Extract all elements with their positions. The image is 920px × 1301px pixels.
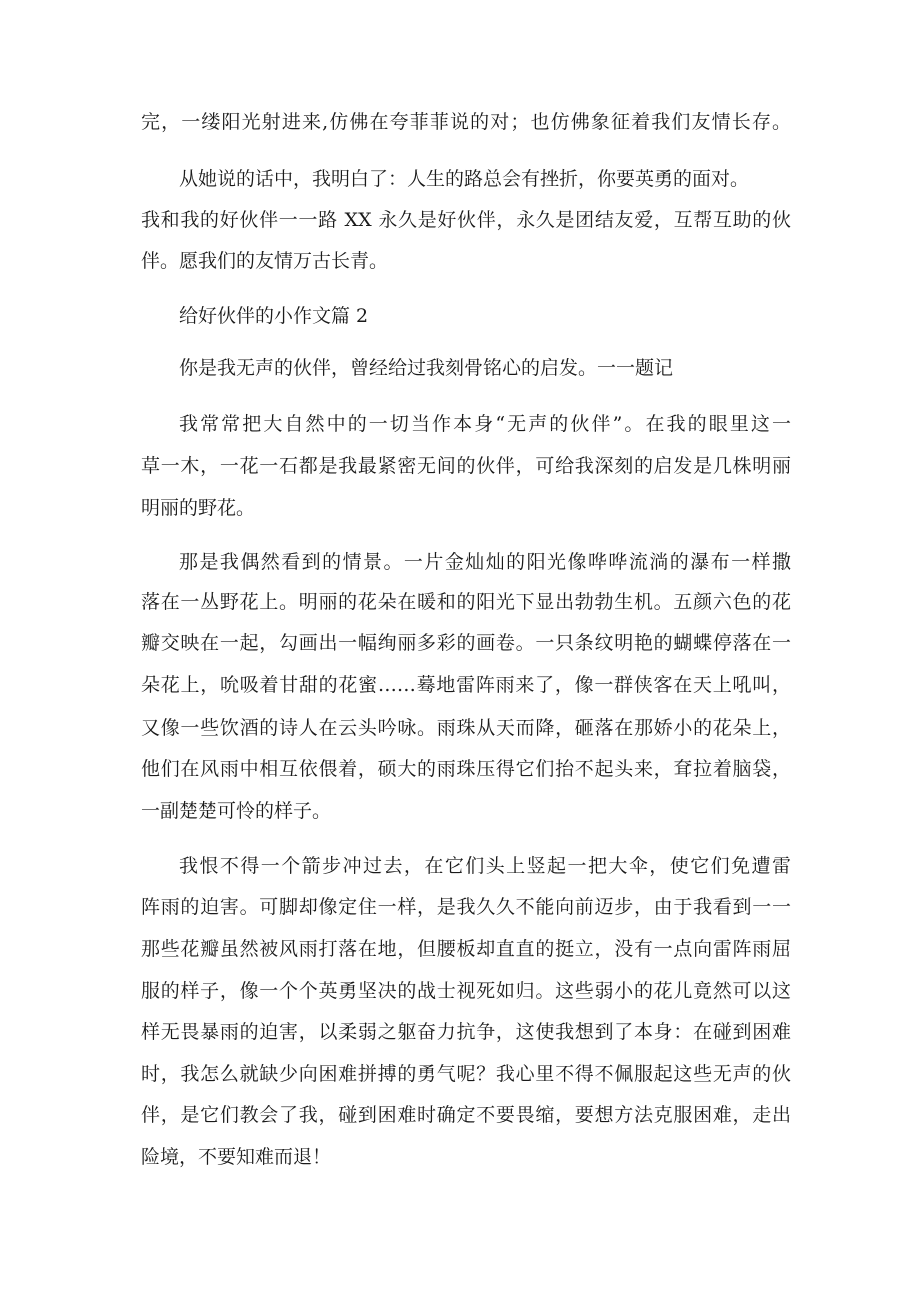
text-line: 完，一缕阳光射进来,仿佛在夸菲菲说的对；也仿佛象征着我们友情长存。 xyxy=(141,111,791,133)
text-line: 朵花上，吮吸着甘甜的花蜜……蓦地雷阵雨来了，像一群侠客在天上吼叫， xyxy=(141,674,791,696)
text-line: 我常常把大自然中的一切当作本身“无声的伙伴”。在我的眼里这一 xyxy=(179,413,791,435)
text-line: 又像一些饮酒的诗人在云头吟咏。雨珠从天而降，砸落在那娇小的花朵上， xyxy=(141,717,791,739)
text-line: 我恨不得一个箭步冲过去，在它们头上竖起一把大伞，使它们免遭雷 xyxy=(179,855,791,877)
text-line: 伴，是它们教会了我，碰到困难时确定不要畏缩，要想方法克服困难，走出 xyxy=(141,1104,791,1126)
text-line: 时，我怎么就缺少向困难拼搏的勇气呢？我心里不得不佩服起这些无声的伙 xyxy=(141,1063,791,1085)
text-line: 那是我偶然看到的情景。一片金灿灿的阳光像哗哗流淌的瀑布一样撒 xyxy=(179,551,791,573)
text-line: 我和我的好伙伴一一路 XX 永久是好伙伴，永久是团结友爱，互帮互助的伙 xyxy=(141,209,791,231)
text-line: 阵雨的迫害。可脚却像定住一样，是我久久不能向前迈步，由于我看到一一 xyxy=(141,896,791,918)
text-line: 样无畏暴雨的迫害，以柔弱之躯奋力抗争，这使我想到了本身：在碰到困难 xyxy=(141,1021,791,1043)
text-line: 险境，不要知难而退！ xyxy=(141,1146,332,1168)
text-line: 从她说的话中，我明白了：人生的路总会有挫折，你要英勇的面对。 xyxy=(179,168,750,190)
text-line: 他们在风雨中相互依偎着，硕大的雨珠压得它们抬不起头来，耷拉着脑袋， xyxy=(141,758,791,780)
text-line: 落在一丛野花上。明丽的花朵在暖和的阳光下显出勃勃生机。五颜六色的花 xyxy=(141,591,791,613)
text-line: 伴。愿我们的友情万古长青。 xyxy=(141,250,389,272)
text-line: 瓣交映在一起，勾画出一幅绚丽多彩的画卷。一只条纹明艳的蝴蝶停落在一 xyxy=(141,632,791,654)
text-line: 明丽的野花。 xyxy=(141,497,256,519)
section-heading: 给好伙伴的小作文篇 2 xyxy=(179,305,369,327)
text-line: 服的样子，像一个个英勇坚决的战士视死如归。这些弱小的花儿竟然可以这 xyxy=(141,980,791,1002)
text-line: 那些花瓣虽然被风雨打落在地，但腰板却直直的挺立，没有一点向雷阵雨屈 xyxy=(141,938,791,960)
text-line: 草一木，一花一石都是我最紧密无间的伙伴，可给我深刻的启发是几株明丽 xyxy=(141,455,791,477)
text-line: 一副楚楚可怜的样子。 xyxy=(141,800,332,822)
text-line: 你是我无声的伙伴，曾经给过我刻骨铭心的启发。一一题记 xyxy=(179,357,674,379)
